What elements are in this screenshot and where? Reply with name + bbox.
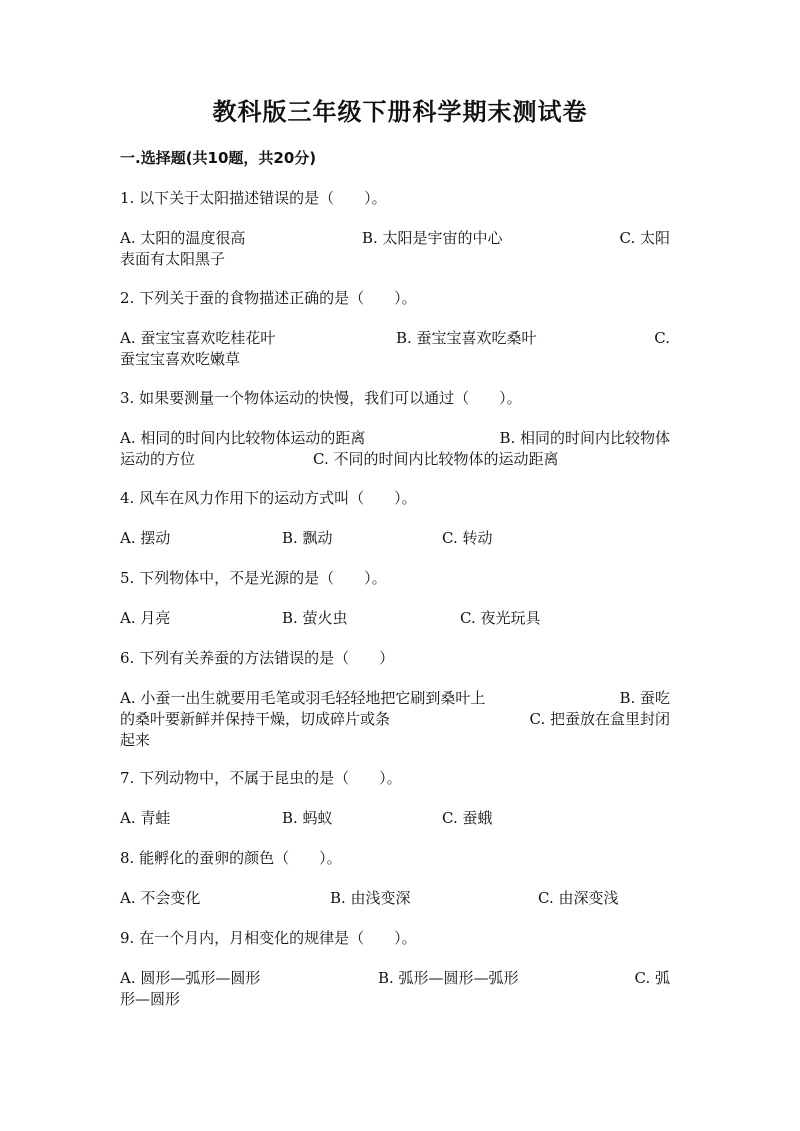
question-options — [120, 328, 670, 370]
option-c: C. 把蚕放在盒里封闭 — [529, 710, 670, 728]
question-options — [120, 608, 670, 629]
option-b: B. 萤火虫 — [282, 609, 348, 627]
question-stem: 6. 下列有关养蚕的方法错误的是（ ） — [120, 649, 395, 667]
option-c: C. — [654, 329, 670, 347]
option-a: A. 月亮 — [120, 609, 171, 627]
question-stem: 2. 下列关于蚕的食物描述正确的是（ ）。 — [120, 289, 417, 307]
option-c: C. 夜光玩具 — [460, 609, 541, 627]
option-a: A. 太阳的温度很高 — [120, 229, 246, 247]
question-options — [120, 888, 670, 909]
question-stem: 5. 下列物体中，不是光源的是（ ）。 — [120, 569, 387, 587]
question-options — [120, 808, 670, 829]
option-b: B. 弧形—圆形—弧形 — [378, 969, 519, 987]
option-a: A. 青蛙 — [120, 809, 171, 827]
option-c-continued: 蚕宝宝喜欢吃嫩草 — [120, 350, 241, 368]
option-c: C. 蚕蛾 — [442, 809, 493, 827]
option-b: B. 太阳是宇宙的中心 — [362, 229, 503, 247]
page-title: 教科版三年级下册科学期末测试卷 — [212, 97, 588, 126]
option-line — [120, 888, 670, 909]
option-b: B. 相同的时间内比较物体 — [499, 429, 670, 447]
option-a: A. 蚕宝宝喜欢吃桂花叶 — [120, 329, 276, 347]
option-c-continued: 起来 — [120, 731, 151, 749]
option-b: B. 蚂蚁 — [282, 809, 333, 827]
option-c: C. 转动 — [442, 529, 493, 547]
question-stem: 1. 以下关于太阳描述错误的是（ ）。 — [120, 189, 387, 207]
question-stem: 3. 如果要测量一个物体运动的快慢，我们可以通过（ ）。 — [120, 389, 522, 407]
option-line — [120, 228, 670, 249]
option-c: C. 弧 — [634, 969, 670, 987]
option-line — [120, 808, 670, 829]
option-c: C. 太阳 — [619, 229, 670, 247]
question-options — [120, 228, 670, 270]
option-a: A. 小蚕一出生就要用毛笔或羽毛轻轻地把它刷到桑叶上 — [120, 689, 486, 707]
option-line — [120, 968, 670, 989]
option-line — [120, 730, 670, 751]
option-a: A. 相同的时间内比较物体运动的距离 — [120, 429, 366, 447]
question-options — [120, 688, 670, 751]
option-c-continued: 表面有太阳黑子 — [120, 250, 226, 268]
option-line — [120, 428, 670, 449]
option-b-continued: 的桑叶要新鲜并保持干燥，切成碎片或条 — [120, 710, 391, 728]
question-stem: 8. 能孵化的蚕卵的颜色（ ）。 — [120, 849, 342, 867]
option-c: C. 不同的时间内比较物体的运动距离 — [313, 450, 559, 468]
option-b: B. 蚕宝宝喜欢吃桑叶 — [396, 329, 537, 347]
option-line — [120, 608, 670, 629]
question-options — [120, 968, 670, 1010]
option-c: C. 由深变浅 — [538, 889, 619, 907]
option-line — [120, 709, 670, 730]
option-a: A. 摆动 — [120, 529, 171, 547]
option-line — [120, 349, 670, 370]
section-heading: 一.选择题(共10题，共20分) — [120, 149, 317, 167]
option-b: B. 由浅变深 — [330, 889, 411, 907]
option-a: A. 不会变化 — [120, 889, 201, 907]
option-line — [120, 328, 670, 349]
option-line — [120, 249, 670, 270]
option-line — [120, 688, 670, 709]
question-options — [120, 428, 670, 470]
option-a: A. 圆形—弧形—圆形 — [120, 969, 261, 987]
option-line — [120, 989, 670, 1010]
option-c-continued: 形—圆形 — [120, 990, 181, 1008]
question-options — [120, 528, 670, 549]
option-b: B. 蚕吃 — [619, 689, 670, 707]
option-b: B. 飘动 — [282, 529, 333, 547]
option-line — [120, 528, 670, 549]
question-stem: 7. 下列动物中，不属于昆虫的是（ ）。 — [120, 769, 402, 787]
question-stem: 4. 风车在风力作用下的运动方式叫（ ）。 — [120, 489, 417, 507]
question-stem: 9. 在一个月内，月相变化的规律是（ ）。 — [120, 929, 417, 947]
option-b-continued: 运动的方位 — [120, 450, 196, 468]
option-line — [120, 449, 670, 470]
